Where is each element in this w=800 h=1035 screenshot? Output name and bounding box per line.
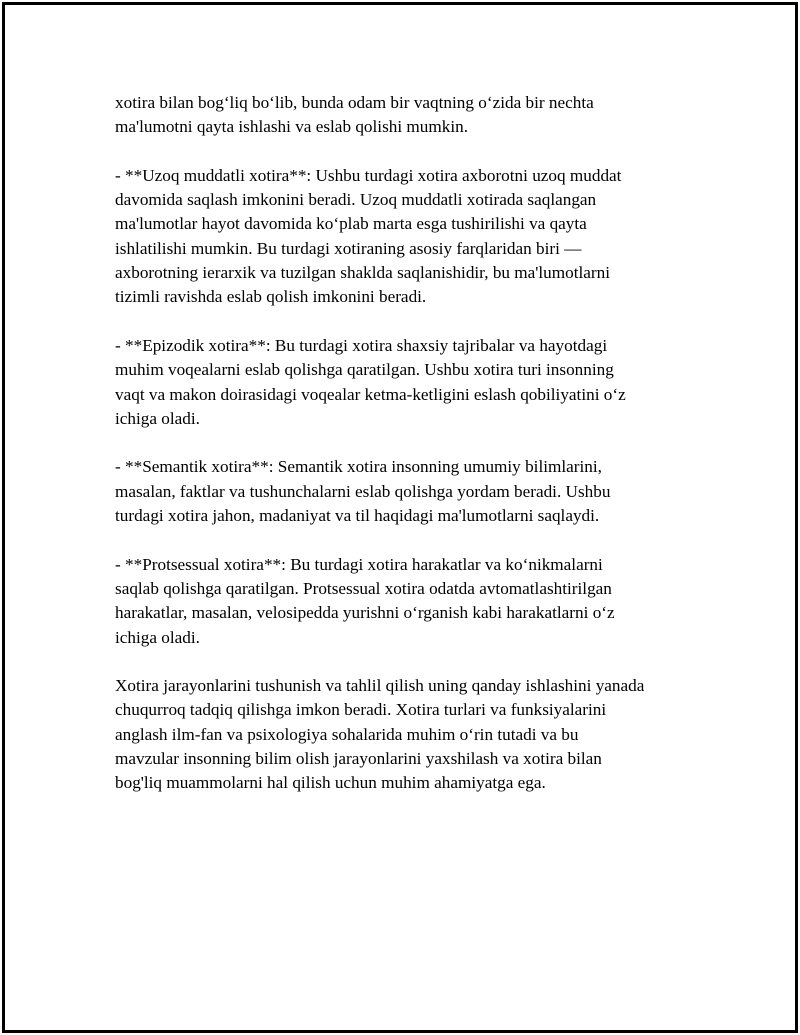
text-line: davomida saqlash imkonini beradi. Uzoq muddatli xotirada saqlangan bbox=[115, 190, 597, 210]
text-line: anglash ilm-fan va psixologiya sohalarida muhim o‘rin tutadi va bu bbox=[115, 724, 579, 744]
paragraph-episodic-memory bbox=[115, 334, 705, 431]
document-body bbox=[115, 91, 705, 796]
text-line: bog'liq muammolarni hal qilish uchun muhim ahamiyatga ega. bbox=[115, 773, 546, 793]
text-line: xotira bilan bog‘liq bo‘lib, bunda odam bir vaqtning o‘zida bir nechta bbox=[115, 93, 594, 112]
text-line: ma'lumotni qayta ishlashi va eslab qolishi mumkin. bbox=[115, 117, 469, 137]
text-line: ishlatilishi mumkin. Bu turdagi xotiraning asosiy farqlaridan biri — bbox=[115, 238, 582, 258]
text-line: axborotning ierarxik va tuzilgan shaklda saqlanishidir, bu ma'lumotlarni bbox=[115, 263, 610, 283]
text-line: - **Uzoq muddatli xotira**: Ushbu turdagi xotira axborotni uzoq muddat bbox=[115, 165, 622, 185]
text-line: masalan, faktlar va tushunchalarni eslab qolishga yordam beradi. Ushbu bbox=[115, 481, 611, 501]
text-line: saqlab qolishga qaratilgan. Protsessual xotira odatda avtomatlashtirilgan bbox=[115, 578, 612, 598]
text-line: harakatlar, masalan, velosipedda yurishni o‘rganish kabi harakatlarni o‘z bbox=[115, 603, 615, 623]
text-line: Xotira jarayonlarini tushunish va tahlil qilish uning qanday ishlashini yanada bbox=[115, 676, 645, 696]
text-line: - **Protsessual xotira**: Bu turdagi xotira harakatlar va ko‘nikmalarni bbox=[115, 554, 603, 574]
text-line: chuqurroq tadqiq qilishga imkon beradi. Xotira turlari va funksiyalarini bbox=[115, 700, 607, 720]
paragraph-working-memory-tail bbox=[115, 91, 705, 140]
text-line: - **Epizodik xotira**: Bu turdagi xotira shaxsiy tajribalar va hayotdagi bbox=[115, 335, 608, 355]
text-line: tizimli ravishda eslab qolish imkonini beradi. bbox=[115, 287, 427, 307]
text-line: vaqt va makon doirasidagi voqealar ketma-ketligini eslash qobiliyatini o‘z bbox=[115, 384, 626, 404]
text-line: ichiga oladi. bbox=[115, 408, 200, 428]
text-line: ma'lumotlar hayot davomida ko‘plab marta esga tushirilishi va qayta bbox=[115, 214, 587, 234]
paragraph-procedural-memory bbox=[115, 553, 705, 650]
paragraph-conclusion bbox=[115, 674, 705, 795]
text-line: turdagi xotira jahon, madaniyat va til haqidagi ma'lumotlarni saqlaydi. bbox=[115, 506, 600, 526]
text-line: mavzular insonning bilim olish jarayonlarini yaxshilash va xotira bilan bbox=[115, 749, 602, 769]
text-line: muhim voqealarni eslab qolishga qaratilgan. Ushbu xotira turi insonning bbox=[115, 360, 614, 380]
paragraph-long-term-memory bbox=[115, 164, 705, 310]
text-line: ichiga oladi. bbox=[115, 627, 200, 647]
text-line: - **Semantik xotira**: Semantik xotira insonning umumiy bilimlarini, bbox=[115, 457, 602, 477]
paragraph-semantic-memory bbox=[115, 455, 705, 528]
